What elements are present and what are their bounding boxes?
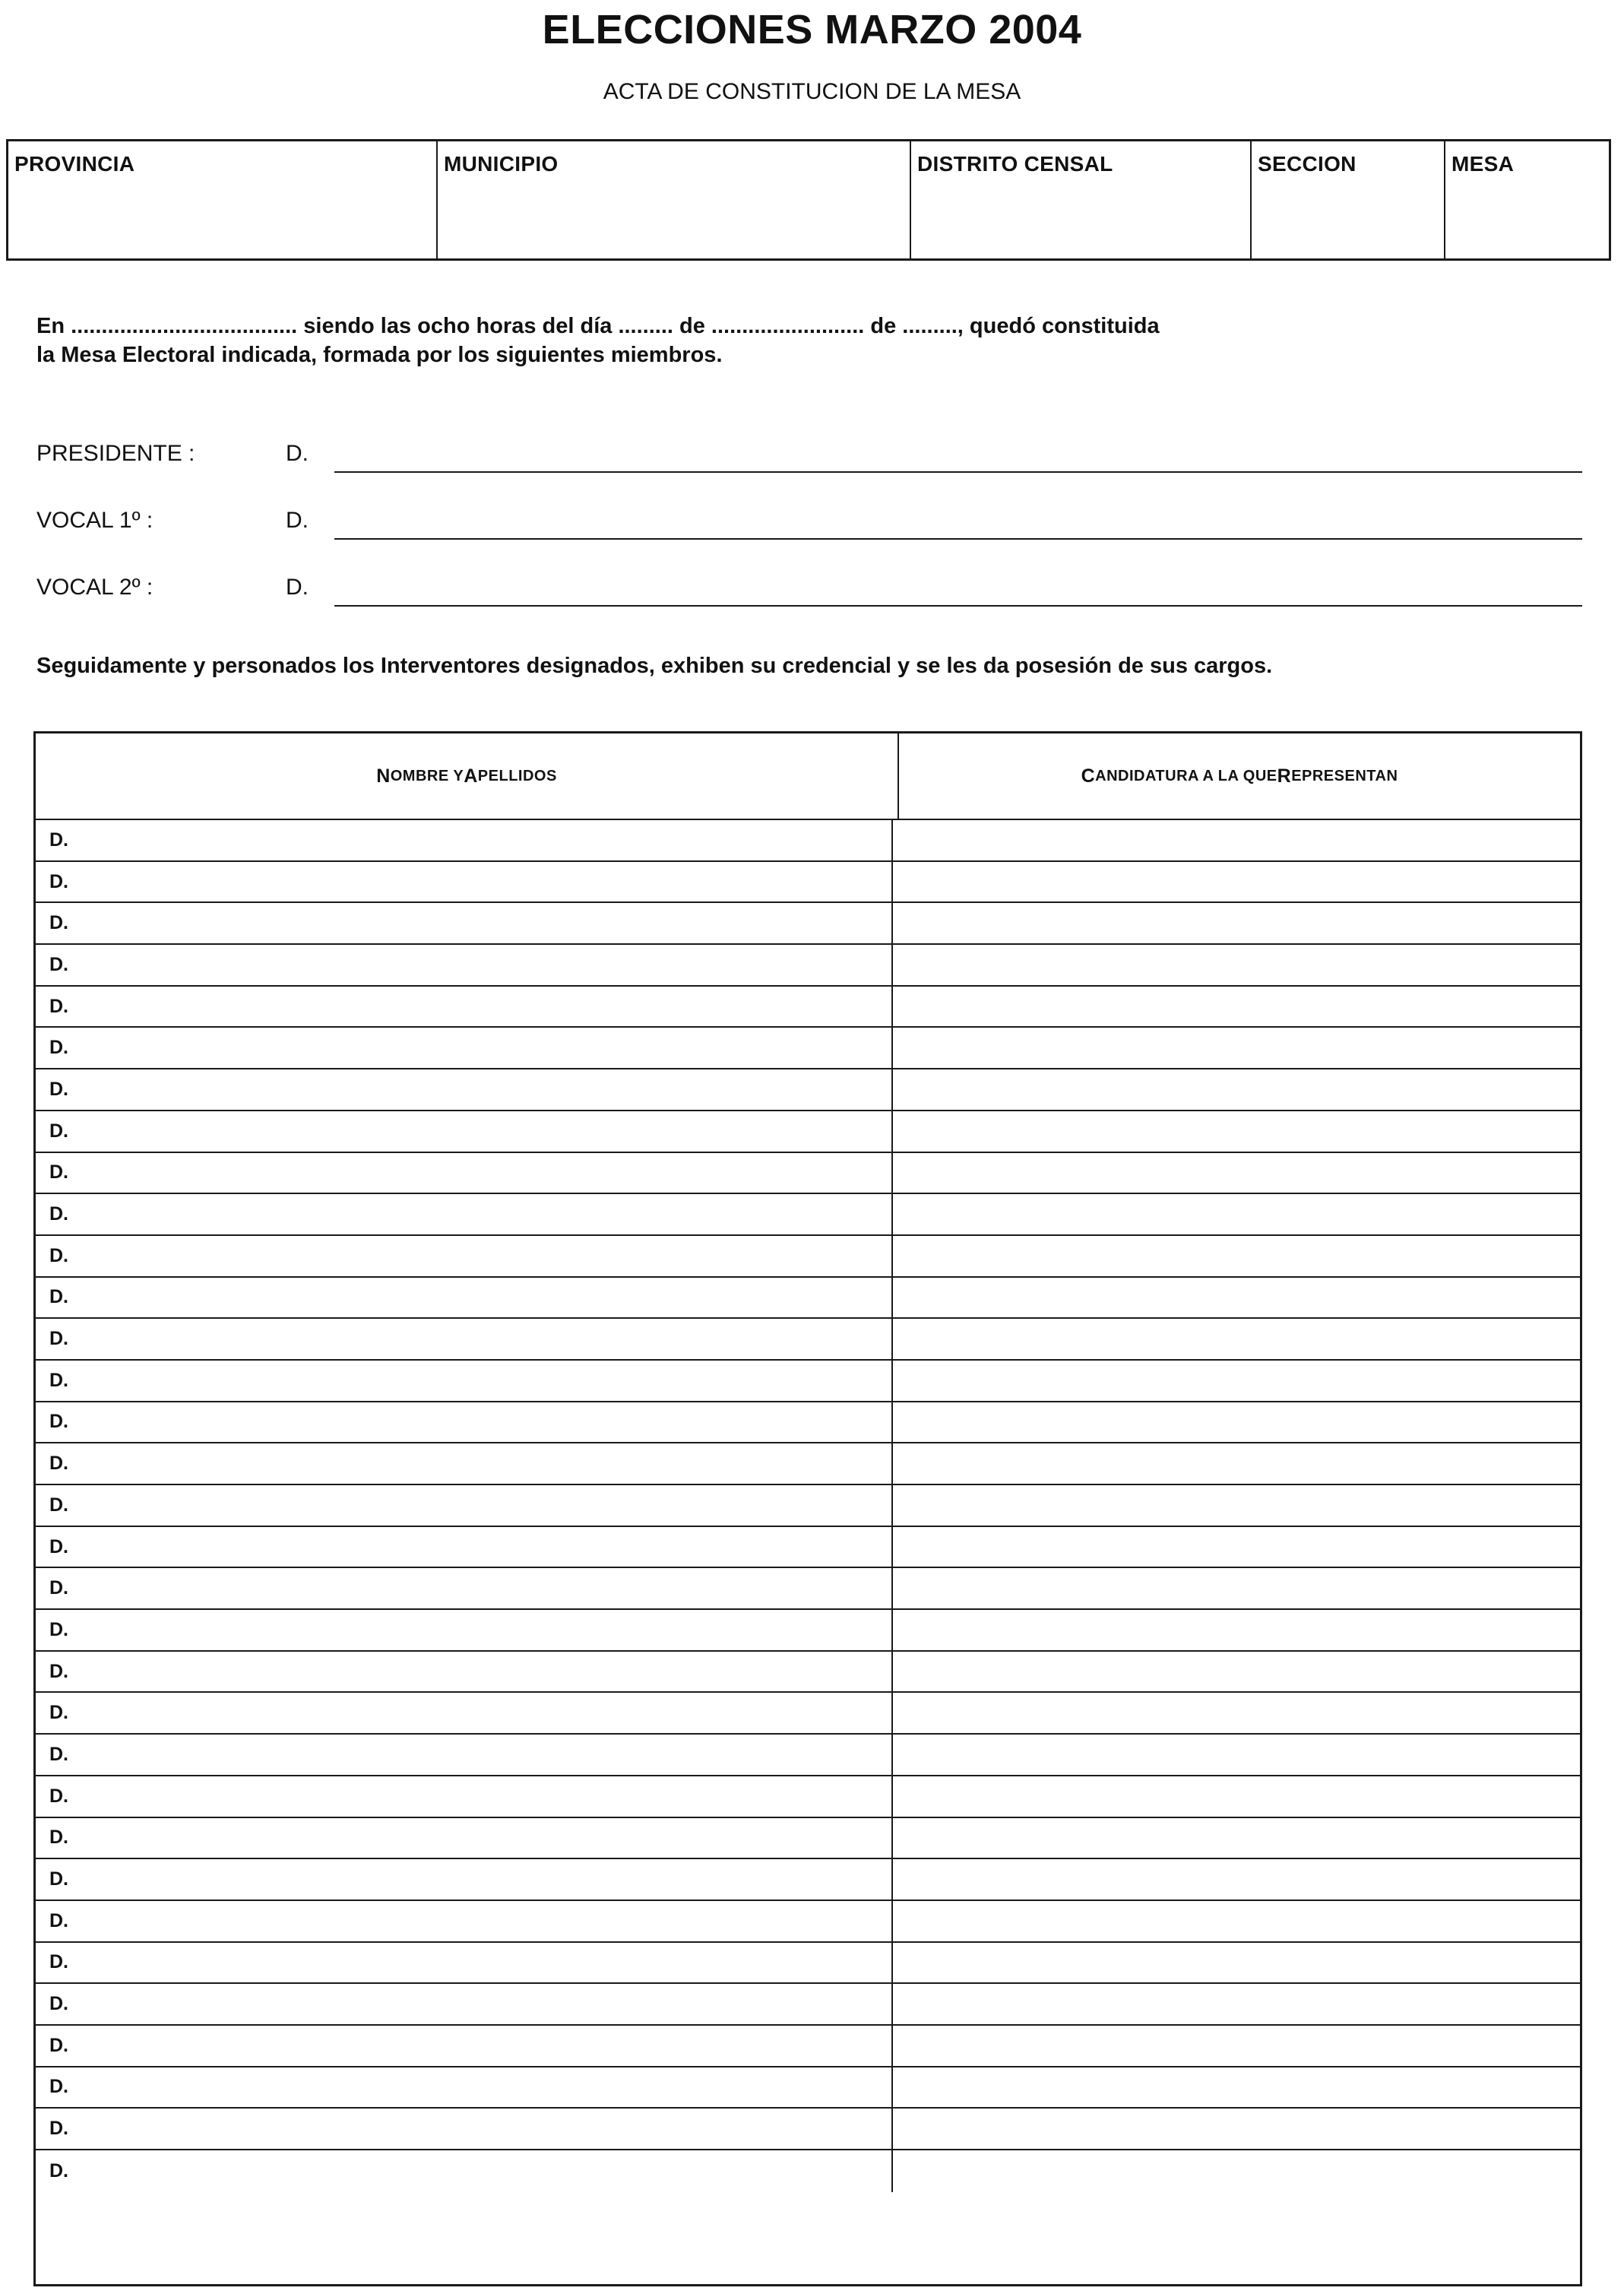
row-name-cell: D. xyxy=(36,2109,893,2149)
table-row xyxy=(36,1361,1580,1402)
row-candidatura-cell xyxy=(893,2067,1580,2108)
table-row xyxy=(36,1943,1580,1985)
row-name-cell: D. xyxy=(36,1111,893,1152)
table-row xyxy=(36,1735,1580,1776)
member-role: VOCAL 2º : xyxy=(36,575,154,600)
table-row xyxy=(36,2067,1580,2109)
member-prefix: D. xyxy=(286,575,309,600)
table-row xyxy=(36,1776,1580,1818)
table-row xyxy=(36,1153,1580,1195)
row-name-cell: D. xyxy=(36,1818,893,1858)
document-subtitle: ACTA DE CONSTITUCION DE LA MESA xyxy=(603,79,1021,104)
row-candidatura-cell xyxy=(893,903,1580,943)
row-candidatura-cell xyxy=(893,1319,1580,1359)
table-row xyxy=(36,1901,1580,1943)
row-name-cell: D. xyxy=(36,1943,893,1983)
row-candidatura-cell xyxy=(893,1610,1580,1650)
row-name-cell: D. xyxy=(36,1361,893,1401)
row-name-cell: D. xyxy=(36,1610,893,1650)
row-name-cell: D. xyxy=(36,945,893,985)
member-role: VOCAL 1º : xyxy=(36,508,154,533)
row-candidatura-cell xyxy=(893,1943,1580,1983)
member-name-line xyxy=(334,471,1582,473)
row-name-cell: D. xyxy=(36,1402,893,1443)
member-prefix: D. xyxy=(286,508,309,533)
table-row xyxy=(36,1652,1580,1694)
intro-line-1: En ..................................... siendo las ocho horas del día ......... de ......................... de ........., quedó constituida xyxy=(36,314,1160,338)
table-row xyxy=(36,1818,1580,1860)
row-candidatura-cell xyxy=(893,1361,1580,1401)
intro-line-2: la Mesa Electoral indicada, formada por los siguientes miembros. xyxy=(36,343,723,367)
member-role: PRESIDENTE : xyxy=(36,441,195,466)
row-candidatura-cell xyxy=(893,1818,1580,1858)
document-title: ELECCIONES MARZO 2004 xyxy=(542,7,1082,52)
row-name-cell: D. xyxy=(36,862,893,902)
row-candidatura-cell xyxy=(893,1069,1580,1110)
row-candidatura-cell xyxy=(893,1568,1580,1608)
member-presidente xyxy=(36,432,1587,477)
row-candidatura-cell xyxy=(893,2026,1580,2066)
table-row xyxy=(36,1278,1580,1320)
field-distrito-censal: DISTRITO CENSAL xyxy=(911,141,1252,258)
row-name-cell: D. xyxy=(36,1069,893,1110)
row-name-cell: D. xyxy=(36,1236,893,1276)
row-name-cell: D. xyxy=(36,1278,893,1318)
table-row xyxy=(36,1111,1580,1153)
field-provincia: PROVINCIA xyxy=(8,141,438,258)
row-candidatura-cell xyxy=(893,2150,1580,2192)
row-candidatura-cell xyxy=(893,1194,1580,1234)
row-candidatura-cell xyxy=(893,820,1580,860)
row-name-cell: D. xyxy=(36,820,893,860)
table-row xyxy=(36,1610,1580,1652)
row-candidatura-cell xyxy=(893,1402,1580,1443)
member-name-line xyxy=(334,537,1582,540)
row-candidatura-cell xyxy=(893,1984,1580,2024)
table-row xyxy=(36,2150,1580,2192)
row-name-cell: D. xyxy=(36,987,893,1027)
table-row xyxy=(36,1069,1580,1111)
table-row xyxy=(36,820,1580,862)
table-row xyxy=(36,1319,1580,1361)
row-candidatura-cell xyxy=(893,1776,1580,1817)
header-box xyxy=(6,139,1611,261)
table-row xyxy=(36,2026,1580,2067)
row-candidatura-cell xyxy=(893,1901,1580,1941)
row-candidatura-cell xyxy=(893,1485,1580,1526)
row-candidatura-cell xyxy=(893,1527,1580,1567)
row-name-cell: D. xyxy=(36,1901,893,1941)
table-row xyxy=(36,1485,1580,1527)
row-name-cell: D. xyxy=(36,1194,893,1234)
table-row xyxy=(36,1693,1580,1735)
row-candidatura-cell xyxy=(893,1153,1580,1193)
row-name-cell: D. xyxy=(36,1319,893,1359)
field-mesa: MESA xyxy=(1451,152,1515,176)
row-candidatura-cell xyxy=(893,1443,1580,1484)
row-candidatura-cell xyxy=(893,1028,1580,1068)
row-candidatura-cell xyxy=(893,1652,1580,1692)
table-body xyxy=(36,820,1580,2192)
table-row xyxy=(36,1028,1580,1069)
field-seccion: SECCION xyxy=(1252,141,1445,258)
row-name-cell: D. xyxy=(36,1859,893,1900)
row-name-cell: D. xyxy=(36,903,893,943)
table-row xyxy=(36,1859,1580,1901)
row-candidatura-cell xyxy=(893,987,1580,1027)
table-row xyxy=(36,1984,1580,2026)
interventores-paragraph: Seguidamente y personados los Interventores designados, exhiben su credencial y se les da posesión de sus cargos. xyxy=(36,654,1273,678)
table-row xyxy=(36,1236,1580,1278)
row-name-cell: D. xyxy=(36,1028,893,1068)
row-name-cell: D. xyxy=(36,1527,893,1567)
row-name-cell: D. xyxy=(36,1443,893,1484)
row-candidatura-cell xyxy=(893,1693,1580,1733)
table-row xyxy=(36,1568,1580,1610)
row-name-cell: D. xyxy=(36,2150,893,2192)
row-name-cell: D. xyxy=(36,1652,893,1692)
table-row xyxy=(36,1194,1580,1236)
row-candidatura-cell xyxy=(893,1278,1580,1318)
row-name-cell: D. xyxy=(36,1776,893,1817)
row-candidatura-cell xyxy=(893,2109,1580,2149)
row-name-cell: D. xyxy=(36,1153,893,1193)
column-header-nombre: N OMBRE Y A PELLIDOS xyxy=(36,734,899,819)
table-row xyxy=(36,1527,1580,1569)
table-row xyxy=(36,903,1580,945)
intro-paragraph xyxy=(36,312,1587,369)
member-prefix: D. xyxy=(286,441,309,466)
row-name-cell: D. xyxy=(36,2026,893,2066)
table-row xyxy=(36,987,1580,1028)
row-candidatura-cell xyxy=(893,1236,1580,1276)
member-name-line xyxy=(334,604,1582,607)
table-header xyxy=(36,734,1580,820)
row-name-cell: D. xyxy=(36,1693,893,1733)
member-vocal-2 xyxy=(36,566,1587,611)
table-row xyxy=(36,945,1580,987)
row-candidatura-cell xyxy=(893,862,1580,902)
row-candidatura-cell xyxy=(893,1735,1580,1775)
field-municipio: MUNICIPIO xyxy=(438,141,911,258)
row-candidatura-cell xyxy=(893,945,1580,985)
interventores-table xyxy=(33,731,1582,2286)
row-name-cell: D. xyxy=(36,1568,893,1608)
member-vocal-1 xyxy=(36,499,1587,544)
table-row xyxy=(36,862,1580,904)
row-name-cell: D. xyxy=(36,1485,893,1526)
row-name-cell: D. xyxy=(36,2067,893,2108)
row-name-cell: D. xyxy=(36,1735,893,1775)
row-candidatura-cell xyxy=(893,1111,1580,1152)
table-row xyxy=(36,2109,1580,2150)
table-row xyxy=(36,1402,1580,1444)
row-candidatura-cell xyxy=(893,1859,1580,1900)
column-header-candidatura: C ANDIDATURA A LA QUE R EPRESENTAN xyxy=(1081,765,1398,787)
row-name-cell: D. xyxy=(36,1984,893,2024)
table-row xyxy=(36,1443,1580,1485)
